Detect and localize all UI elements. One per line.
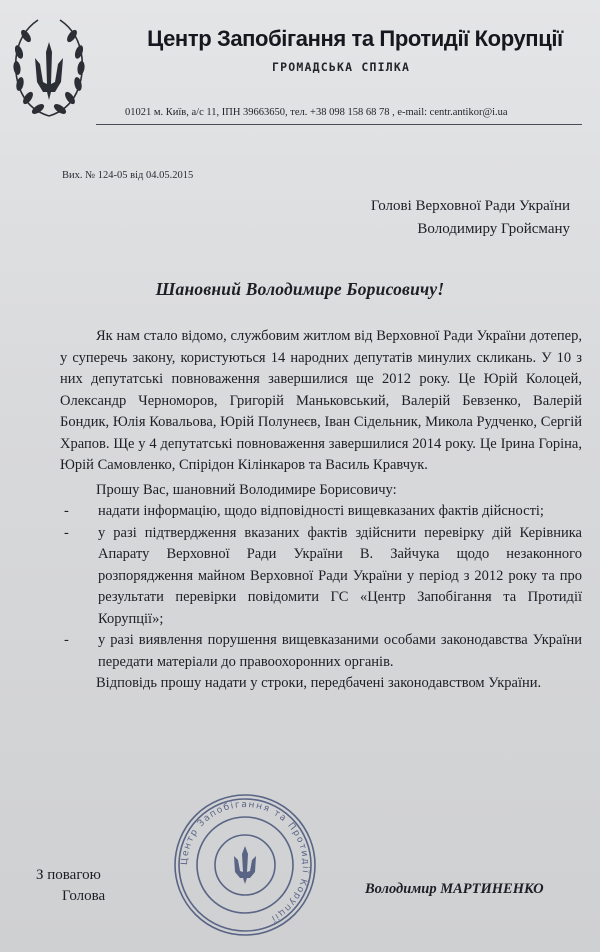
dash-bullet: - bbox=[64, 632, 69, 648]
request-intro: Прошу Вас, шановний Володимире Борисовичу: bbox=[96, 481, 397, 498]
request-text: у разі виявлення порушення вищевказаними особами законодавства України передати матеріали до правоохоронних органів. bbox=[98, 632, 582, 670]
greeting: Шановний Володимире Борисовичу! bbox=[155, 279, 445, 299]
dash-bullet: - bbox=[64, 503, 69, 519]
reply-request: Відповідь прошу надати у строки, передбачені законодавством України. bbox=[96, 675, 542, 691]
signatory-position: Голова bbox=[62, 888, 106, 904]
closing-phrase: З повагою bbox=[36, 867, 101, 883]
outgoing-number: Вих. № 124-05 від 04.05.2015 bbox=[62, 170, 194, 181]
signatory-name: Володимир МАРТИНЕНКО bbox=[365, 881, 544, 897]
trident-wreath-logo bbox=[10, 12, 88, 124]
addressee-block bbox=[371, 195, 570, 241]
organization-stamp bbox=[170, 790, 320, 940]
request-text: у разі підтвердження вказаних фактів здійснити перевірку дій Керівника Апарату Верховної Ради України В. Зайчука щодо незаконного розпорядження майном Верховної Ради України у період з 2012 року та про результати перевірки повідомити ГС «Центр Запобігання та Протидії Корупції»; bbox=[98, 524, 582, 627]
closing-block bbox=[36, 865, 105, 907]
addressee-position: Голові Верховної Ради України bbox=[370, 198, 570, 214]
header-divider bbox=[96, 124, 582, 125]
request-list bbox=[60, 501, 582, 673]
dash-bullet: - bbox=[64, 524, 69, 541]
letter-body bbox=[60, 326, 582, 695]
organization-contacts: 01021 м. Київ, а/с 11, ІПН 39663650, тел. +38 098 158 68 78 , e-mail: centr.antikor@i.ua bbox=[125, 107, 508, 118]
organization-type: ГРОМАДСЬКА СПІЛКА bbox=[272, 60, 411, 74]
request-item bbox=[60, 501, 582, 523]
request-item bbox=[60, 630, 582, 673]
paragraph-main: Як нам стало відомо, службовим житлом від Верховної Ради України дотепер, у суперечь закону, користуються 14 народних депутатів минулих скликань. У 10 з них депутатські повноваження завершилися ще 2012 року. Це Юрій Колоцей, Олександр Черномoров, Григорій Маньковський, Валерій Бевзенко, Валерій Бондик, Юлія Ковальова, Юрій Полунеєв, Іван Сідельник, Микола Рудченко, Сергій Храпов. Ще у 4 депутатські повноваження завершилися 2014 року. Це Ірина Горіна, Юрій Самовленко, Спірідон Кілінкаров та Василь Кравчук. bbox=[60, 328, 582, 473]
addressee-name: Володимиру Гройсману bbox=[417, 221, 570, 237]
stamp-ring-text: Центр Запобігання та Протидії Корупції bbox=[179, 799, 311, 924]
request-text: надати інформацію, щодо відповідності вищевказаних фактів дійсності; bbox=[98, 503, 544, 519]
request-item bbox=[60, 523, 582, 631]
organization-name: Центр Запобігання та Протидії Корупції bbox=[147, 26, 563, 51]
